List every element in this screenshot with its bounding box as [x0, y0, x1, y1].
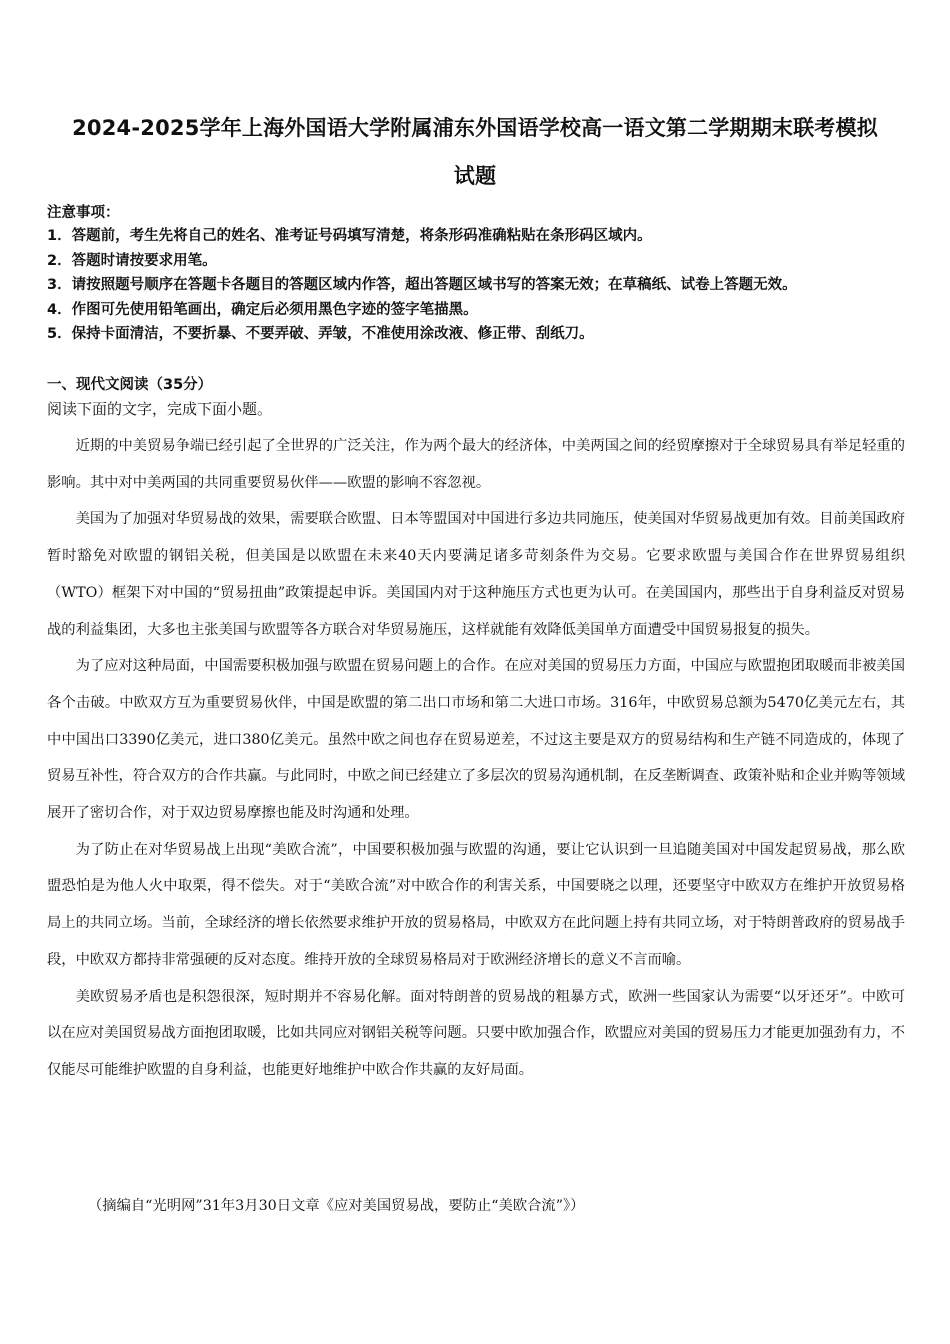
section-heading: 一、现代文阅读（35分）: [47, 377, 213, 393]
reading-instruction: 阅读下面的文字，完成下面小题。: [47, 400, 273, 418]
notice-item-3: 3．请按照题号顺序在答题卡各题目的答题区域内作答，超出答题区域书写的答案无效；在草稿纸、试卷上答题无效。: [47, 277, 797, 293]
passage-source: （摘编自“光明网”31年3月30日文章《应对美国贸易战，要防止“美欧合流”》）: [88, 1198, 585, 1214]
passage-paragraph-5: 美欧贸易矛盾也是积怨很深，短时期并不容易化解。面对特朗普的贸易战的粗暴方式，欧洲一些国家认为需要“以牙还牙”。中欧可以在应对美国贸易战方面抱团取暖，比如共同应对钢铝关税等问题。只要中欧加强合作，欧盟应对美国的贸易压力才能更加强劲有力，不仅能尽可能维护欧盟的自身利益，也能更好地维护中欧合作共赢的友好局面。: [47, 988, 905, 1078]
notice-item-2: 2．答题时请按要求用笔。: [47, 252, 217, 269]
passage-paragraph-4: 为了防止在对华贸易战上出现“美欧合流”，中国要积极加强与欧盟的沟通，要让它认识到一旦追随美国对中国发起贸易战，那么欧盟恐怕是为他人火中取栗，得不偿失。对于“美欧合流”对中欧合作的利害关系，中国要晓之以理，还要坚守中欧双方在维护开放贸易格局上的共同立场。当前，全球经济的增长依然要求维护开放的贸易格局，中欧双方在此问题上持有共同立场，对于特朗普政府的贸易战手段，中欧双方都持非常强硬的反对态度。维持开放的全球贸易格局对于欧洲经济增长的意义不言而喻。: [47, 841, 905, 968]
notice-heading: 注意事项：: [47, 205, 120, 221]
document-title-line-1: 2024-2025学年上海外国语大学附属浦东外国语学校高一语文第二学期期末联考模拟: [72, 116, 878, 140]
notice-item-1: 1．答题前，考生先将自己的姓名、准考证号码填写清楚，将条形码准确粘贴在条形码区域内。: [47, 228, 652, 244]
reading-passage: [47, 428, 905, 1089]
document-title-line-2: 试题: [453, 164, 497, 188]
notice-block: [47, 202, 917, 347]
passage-paragraph-2: 美国为了加强对华贸易战的效果，需要联合欧盟、日本等盟国对中国进行多边共同施压，使美国对华贸易战更加有效。目前美国政府暂时豁免对欧盟的钢铝关税，但美国是以欧盟在未来40天内要满足诸多苛刻条件为交易。它要求欧盟与美国合作在世界贸易组织（WTO）框架下对中国的“贸易扭曲”政策提起申诉。美国国内对于这种施压方式也更为认可。在美国国内，那些出于自身利益反对贸易战的利益集团，大多也主张美国与欧盟等各方联合对华贸易施压，这样就能有效降低美国单方面遭受中国贸易报复的损失。: [47, 511, 905, 638]
notice-item-5: 5．保持卡面清洁，不要折暴、不要弄破、弄皱，不准使用涂改液、修正带、刮纸刀。: [47, 326, 594, 342]
notice-item-4: 4．作图可先使用铅笔画出，确定后必须用黑色字迹的签字笔描黑。: [47, 301, 478, 318]
passage-paragraph-1: 近期的中美贸易争端已经引起了全世界的广泛关注，作为两个最大的经济体，中美两国之间的经贸摩擦对于全球贸易具有举足轻重的影响。其中对中美两国的共同重要贸易伙伴——欧盟的影响不容忽视。: [47, 438, 905, 491]
passage-paragraph-3: 为了应对这种局面，中国需要积极加强与欧盟在贸易问题上的合作。在应对美国的贸易压力方面，中国应与欧盟抱团取暖而非被美国各个击破。中欧双方互为重要贸易伙伴，中国是欧盟的第二出口市场和第二大进口市场。316年，中欧贸易总额为5470亿美元左右，其中中国出口3390亿美元，进口380亿美元。虽然中欧之间也存在贸易逆差，不过这主要是双方的贸易结构和生产链不同造成的，体现了贸易互补性，符合双方的合作共赢。与此同时，中欧之间已经建立了多层次的贸易沟通机制，在反垄断调查、政策补贴和企业并购等领域展开了密切合作，对于双边贸易摩擦也能及时沟通和处理。: [47, 658, 905, 822]
